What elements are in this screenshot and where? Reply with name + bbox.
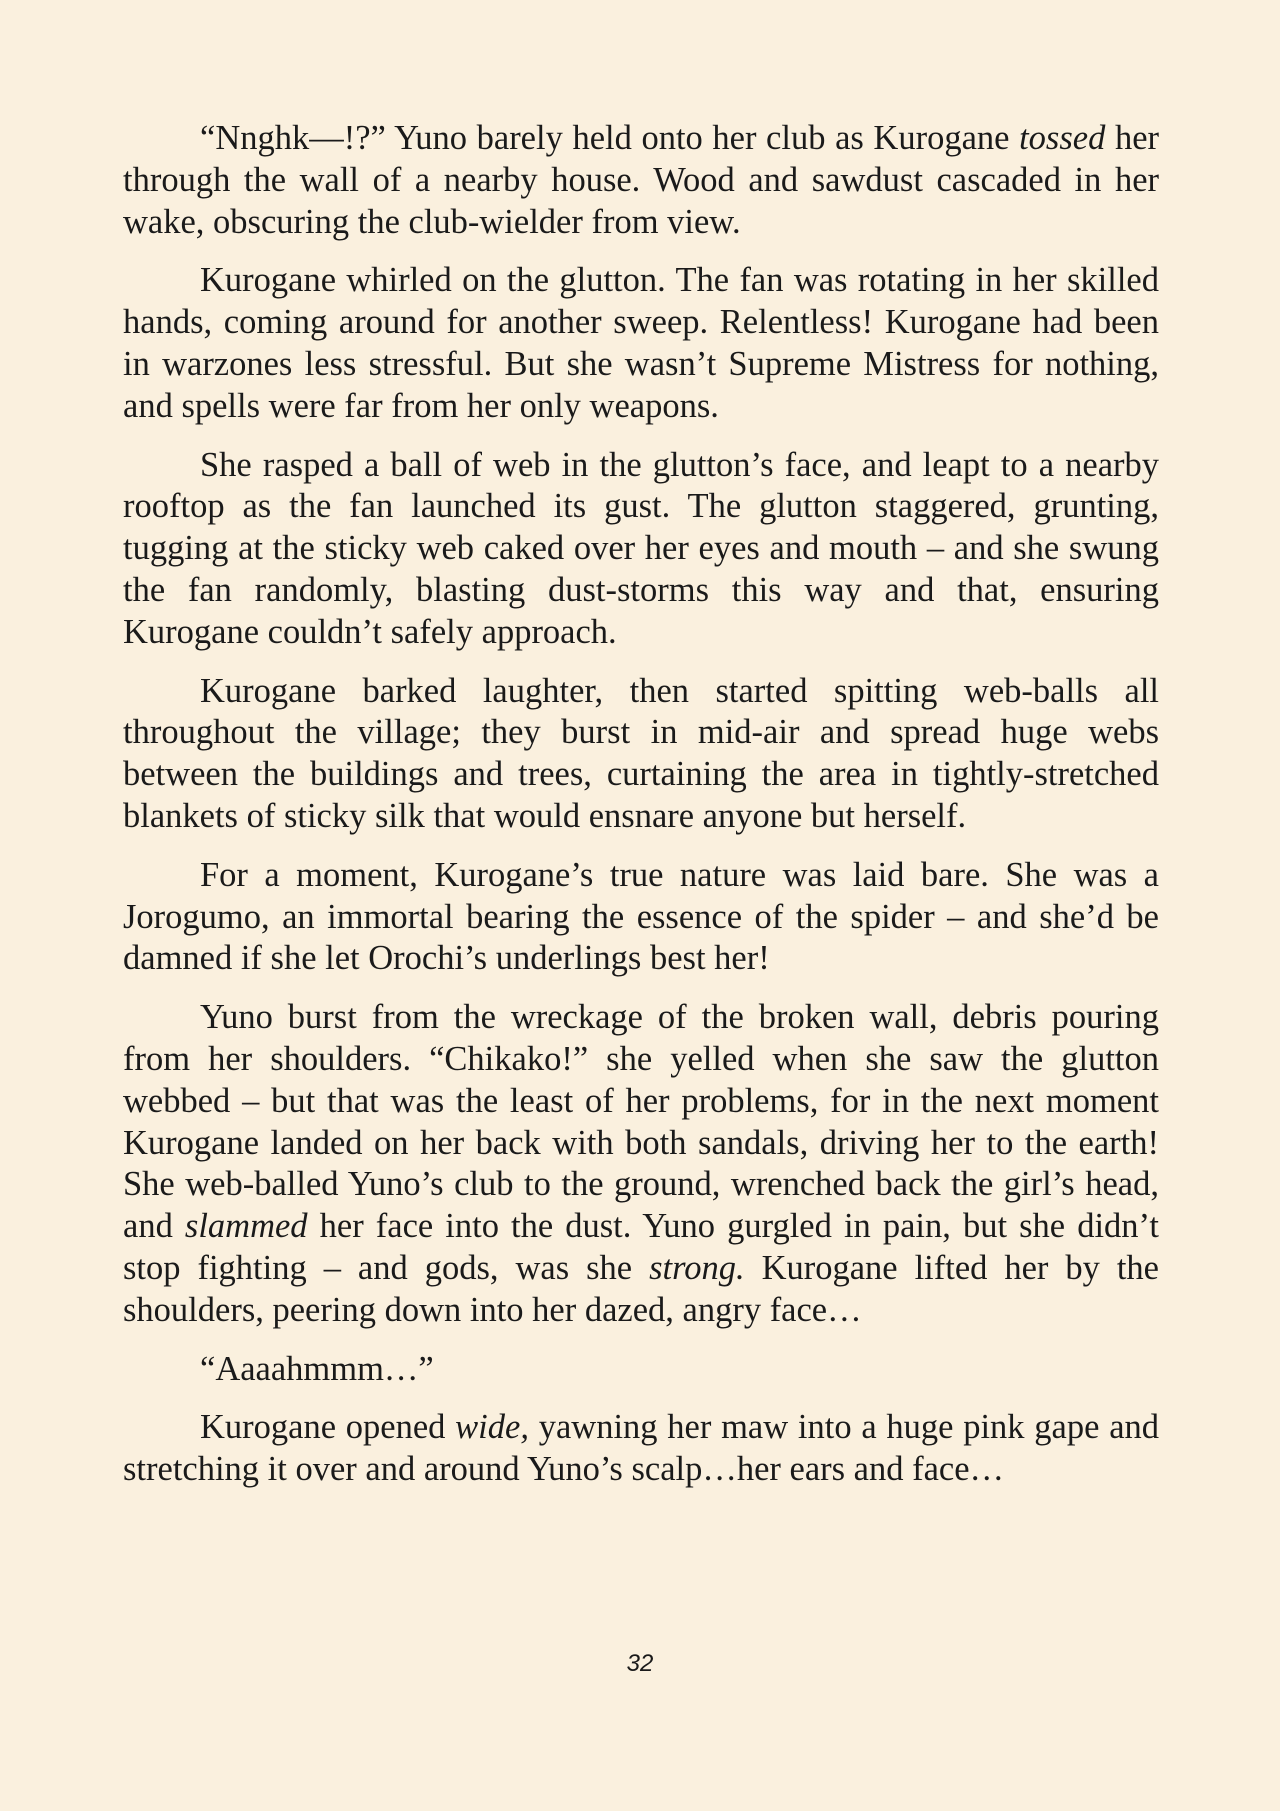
text-run: Kurogane opened — [200, 1408, 456, 1447]
paragraph-1 — [123, 118, 1159, 243]
italic-run: strong. — [649, 1248, 745, 1287]
page-number: 32 — [626, 1650, 654, 1677]
text-run: her face into the dust. Yuno gurgled in pain, but she didn’t stop fighting – and gods, was she — [123, 1207, 1159, 1287]
paragraph-4 — [123, 671, 1159, 838]
text-run: “Nnghk—!?” Yuno barely held onto her club as Kurogane — [200, 119, 1020, 157]
italic-run: wide, — [455, 1408, 529, 1447]
paragraph-5 — [123, 855, 1159, 980]
text-run: Kurogane lifted her by the shoulders, peering down into her dazed, angry face… — [123, 1248, 1159, 1329]
text-run: For a moment, Kurogane’s true nature was laid bare. She was a Jorogumo, an immortal bearing the essence of the spider – and she’d be damned if she let Orochi’s underlings best her! — [123, 855, 1159, 978]
text-run: Kurogane barked laughter, then started spitting web-balls all throughout the village; they burst in mid-air and spread huge webs between the buildings and trees, curtaining the area in tightly-stretched blankets of sticky silk that would ensnare anyone but herself. — [123, 671, 1159, 835]
text-run: Yuno burst from the wreckage of the broken wall, debris pouring from her shoulders. “Chikako!” she yelled when she saw the glutton webbed – but that was the least of her problems, for in the next moment Kurogane landed on her back with both sandals, driving her to the earth! She web-balled Yuno’s club to the ground, wrenched back the girl’s head, and — [123, 998, 1159, 1246]
text-run: She rasped a ball of web in the glutton’s face, and leapt to a nearby rooftop as the fan launched its gust. The glutton staggered, grunting, tugging at the sticky web caked over her eyes and mouth – and she swung the fan randomly, blasting dust-storms this way and that, ensuring Kurogane couldn’t safely approach. — [123, 445, 1159, 651]
paragraph-3 — [123, 445, 1159, 654]
paragraph-7 — [123, 1349, 1159, 1391]
page-body — [123, 118, 1159, 1508]
italic-run: slammed — [184, 1207, 308, 1246]
paragraph-6 — [123, 997, 1159, 1331]
text-run: yawning her maw into a huge pink gape and stretching it over and around Yuno’s scalp…her ears and face… — [123, 1408, 1160, 1489]
text-run: her through the wall of a nearby house. Wood and sawdust cascaded in her wake, obscuring the club-wielder from view. — [123, 119, 1159, 241]
paragraph-2 — [123, 260, 1159, 427]
italic-run: tossed — [1019, 119, 1106, 157]
text-run: Kurogane whirled on the glutton. The fan was rotating in her skilled hands, coming around for another sweep. Relentless! Kurogane had been in warzones less stressful. But she wasn’t Supreme Mistress for nothing, and spells were far from her only weapons. — [123, 261, 1159, 425]
text-run: “Aaaahmmm…” — [200, 1349, 434, 1388]
paragraph-8 — [123, 1407, 1159, 1491]
